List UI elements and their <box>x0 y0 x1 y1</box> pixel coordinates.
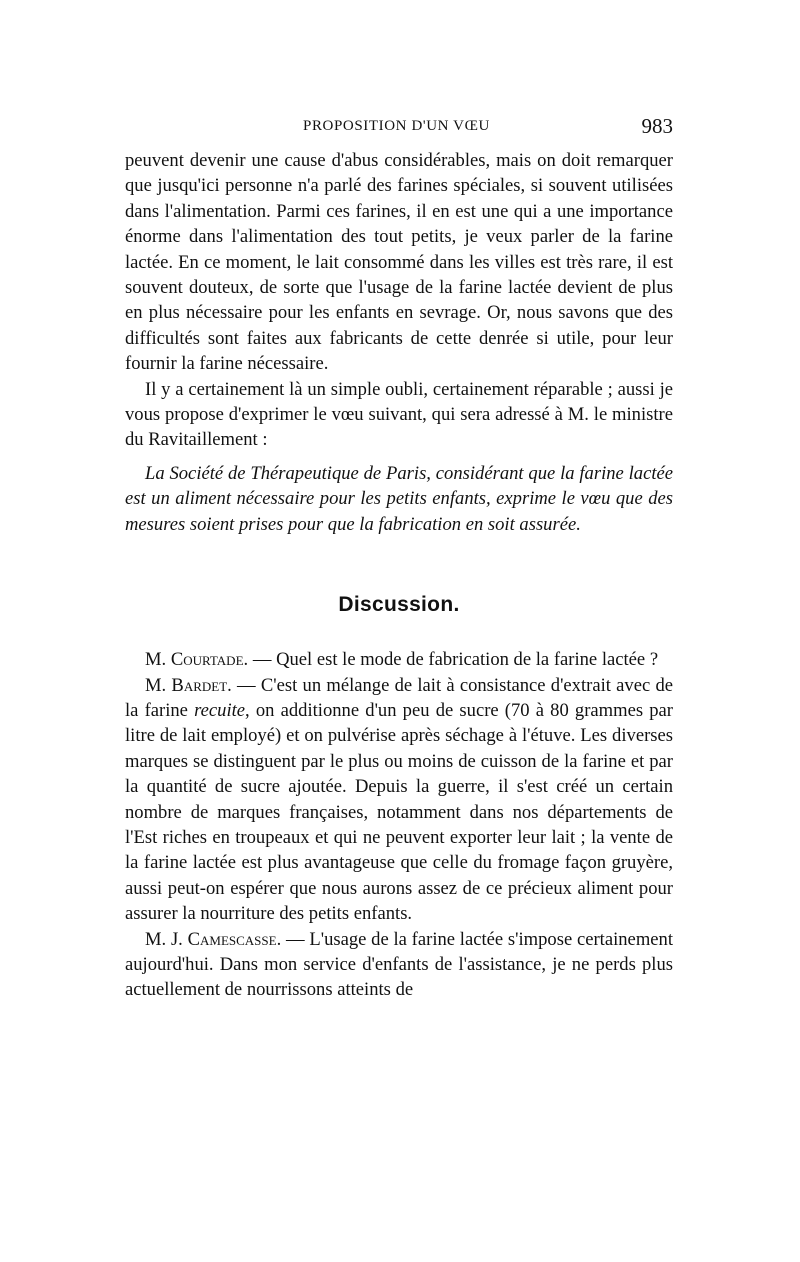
page-number: 983 <box>641 114 673 138</box>
speaker-name: M. Bardet. <box>145 674 232 696</box>
speech-camescasse <box>125 927 673 1003</box>
speech-emphasis: recuite <box>194 699 246 721</box>
speech-text: , on additionne d'un peu de sucre (70 à 80 grammes par litre de lait employé) et on pulvérise après séchage à l'étuve. Les diverses marques se distinguent par le plus ou moins de cuisson de la farine et par la quantité de sucre ajoutée. Depuis la guerre, il s'est créé un certain nombre de marques françaises, notamment dans nos départements de l'Est riches en troupeaux et qui ne peuvent exporter leur lait ; la vente de la farine lactée est plus avantageuse que celle du fromage façon gruyère, aussi peut-on espérer que nous aurons assez de ce précieux aliment pour assurer la nourriture des petits enfants. <box>125 699 673 925</box>
book-page <box>125 112 673 1003</box>
speech-text: — C'est un mélange de lait à consistance d'extrait avec de la farine <box>125 674 673 721</box>
paragraph-continued: peuvent devenir une cause d'abus considérables, mais on doit remarquer que jusqu'ici personne n'a parlé des farines spéciales, si souvent utilisées dans l'alimentation. Parmi ces farines, il en est une qui a une importance énorme dans l'alimentation des tout petits, je veux parler de la farine lactée. En ce moment, le lait consommé dans les villes est très rare, il est souvent douteux, de sorte que l'usage de la farine lactée devient de plus en plus nécessaire pour les enfants en sevrage. Or, nous savons que des difficultés sont faites aux fabricants de cette denrée si utile, pour leur fournir la farine nécessaire. <box>125 150 673 375</box>
speech-courtade <box>125 647 673 672</box>
running-head <box>125 112 673 148</box>
section-heading-discussion: Discussion. <box>338 593 460 617</box>
speaker-name: M. Courtade. <box>145 649 249 671</box>
paragraph-proposal: Il y a certainement là un simple oubli, certainement réparable ; aussi je vous propose d'exprimer le vœu suivant, qui sera adressé à M. le ministre du Ravitaillement : <box>125 378 673 451</box>
speaker-name: M. J. Camescasse. <box>145 928 282 950</box>
speech-text: — Quel est le mode de fabrication de la farine lactée ? <box>248 649 659 671</box>
motion-text: La Société de Thérapeutique de Paris, considérant que la farine lactée est un aliment nécessaire pour les petits enfants, exprime le vœu que des mesures soient prises pour que la fabrication en soit assurée. <box>125 462 673 535</box>
running-title: PROPOSITION D'UN VŒU <box>303 118 490 134</box>
speech-bardet <box>125 673 673 927</box>
speech-text: — L'usage de la farine lactée s'impose certainement aujourd'hui. Dans mon service d'enfants de l'assistance, je ne perds plus actuellement de nourrissons atteints de <box>125 928 673 1001</box>
